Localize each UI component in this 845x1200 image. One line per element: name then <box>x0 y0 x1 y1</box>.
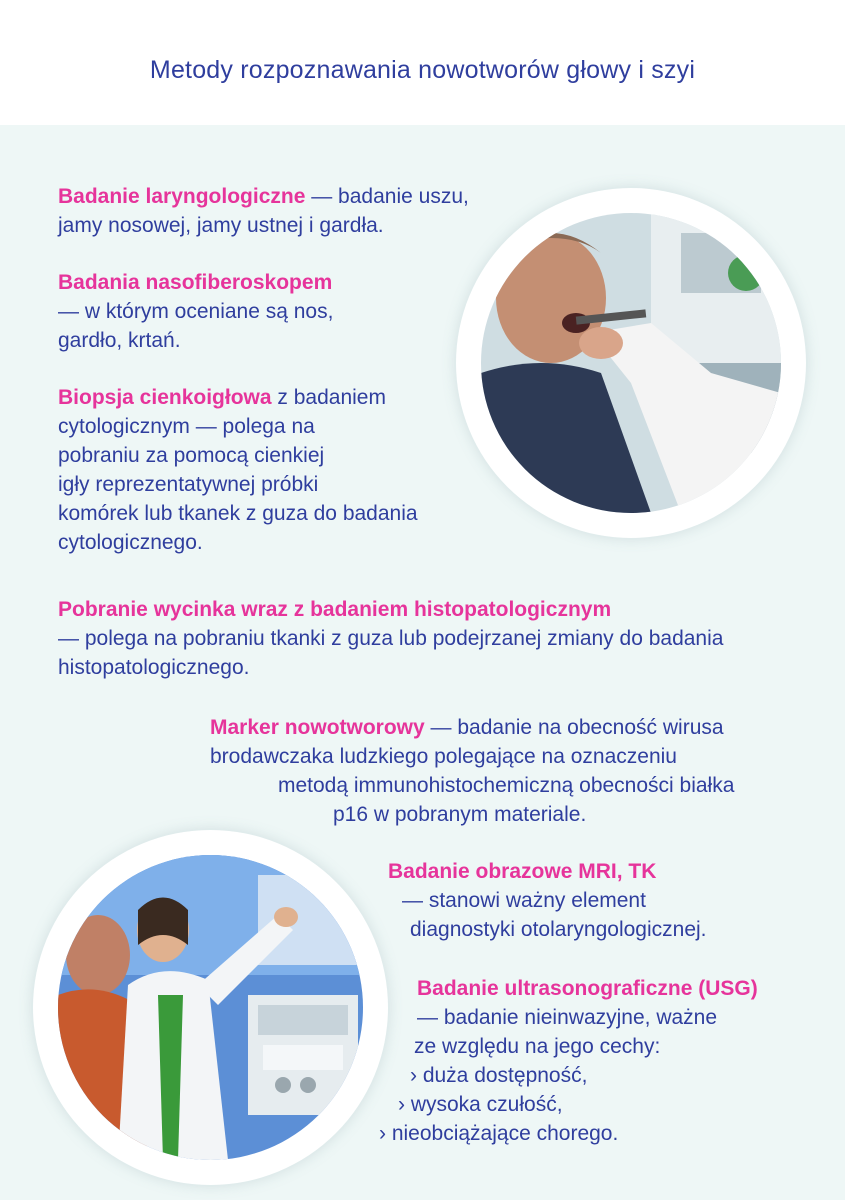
laryngologic-text-1: — badanie uszu, <box>305 185 469 208</box>
page-title: Metody rozpoznawania nowotworów głowy i szyi <box>149 56 696 84</box>
biopsy-heading: Biopsja cienkoigłowa <box>58 386 272 409</box>
biopsy-text-3: pobraniu za pomocą cienkiej <box>58 444 325 467</box>
ultrasound-bullet-1: › duża dostępność, <box>410 1064 588 1087</box>
laryngologic-text-2: jamy nosowej, jamy ustnej i gardła. <box>58 214 384 237</box>
section-excision <box>58 595 723 682</box>
marker-text-3: metodą immunohistochemiczną obecności białka <box>278 774 735 797</box>
biopsy-text-1: z badaniem <box>271 386 386 409</box>
biopsy-text-4: igły reprezentatywnej próbki <box>58 473 319 496</box>
imaging-text-3: diagnostyki otolaryngologicznej. <box>410 918 707 941</box>
section-laryngologic <box>58 182 469 240</box>
marker-text-1: — badanie na obecność wirusa <box>424 716 724 739</box>
section-biopsy <box>58 383 418 557</box>
ultrasound-heading: Badanie ultrasonograficzne (USG) <box>417 977 758 1000</box>
imaging-text-2: — stanowi ważny element <box>402 889 646 912</box>
excision-heading: Pobranie wycinka wraz z badaniem histopatologicznym <box>58 598 612 621</box>
excision-text-3: histopatologicznego. <box>58 656 250 679</box>
laryngology-exam-photo <box>481 213 781 513</box>
section-nasofiberoscope <box>58 268 333 355</box>
biopsy-text-2: cytologicznym — polega na <box>58 415 315 438</box>
imaging-room-photo <box>58 855 363 1160</box>
nasofiberoscope-text-3: gardło, krtań. <box>58 329 181 352</box>
ultrasound-bullet-2: › wysoka czułość, <box>398 1093 563 1116</box>
marker-text-4: p16 w pobranym materiale. <box>333 803 587 826</box>
ultrasound-text-3: ze względu na jego cechy: <box>414 1035 661 1058</box>
nasofiberoscope-text-2: — w którym oceniane są nos, <box>58 300 334 323</box>
laryngologic-heading: Badanie laryngologiczne <box>58 185 306 208</box>
biopsy-text-6: cytologicznego. <box>58 531 203 554</box>
marker-text-2: brodawczaka ludzkiego polegające na oznaczeniu <box>210 745 677 768</box>
biopsy-text-5: komórek lub tkanek z guza do badania <box>58 502 418 525</box>
ultrasound-text-2: — badanie nieinwazyjne, ważne <box>417 1006 718 1029</box>
marker-heading: Marker nowotworowy <box>210 716 425 739</box>
ultrasound-bullet-3: › nieobciążające chorego. <box>379 1122 619 1145</box>
imaging-heading: Badanie obrazowe MRI, TK <box>388 860 657 883</box>
nasofiberoscope-heading: Badania nasofiberoskopem <box>58 271 333 294</box>
excision-text-2: — polega na pobraniu tkanki z guza lub podejrzanej zmiany do badania <box>58 627 724 650</box>
